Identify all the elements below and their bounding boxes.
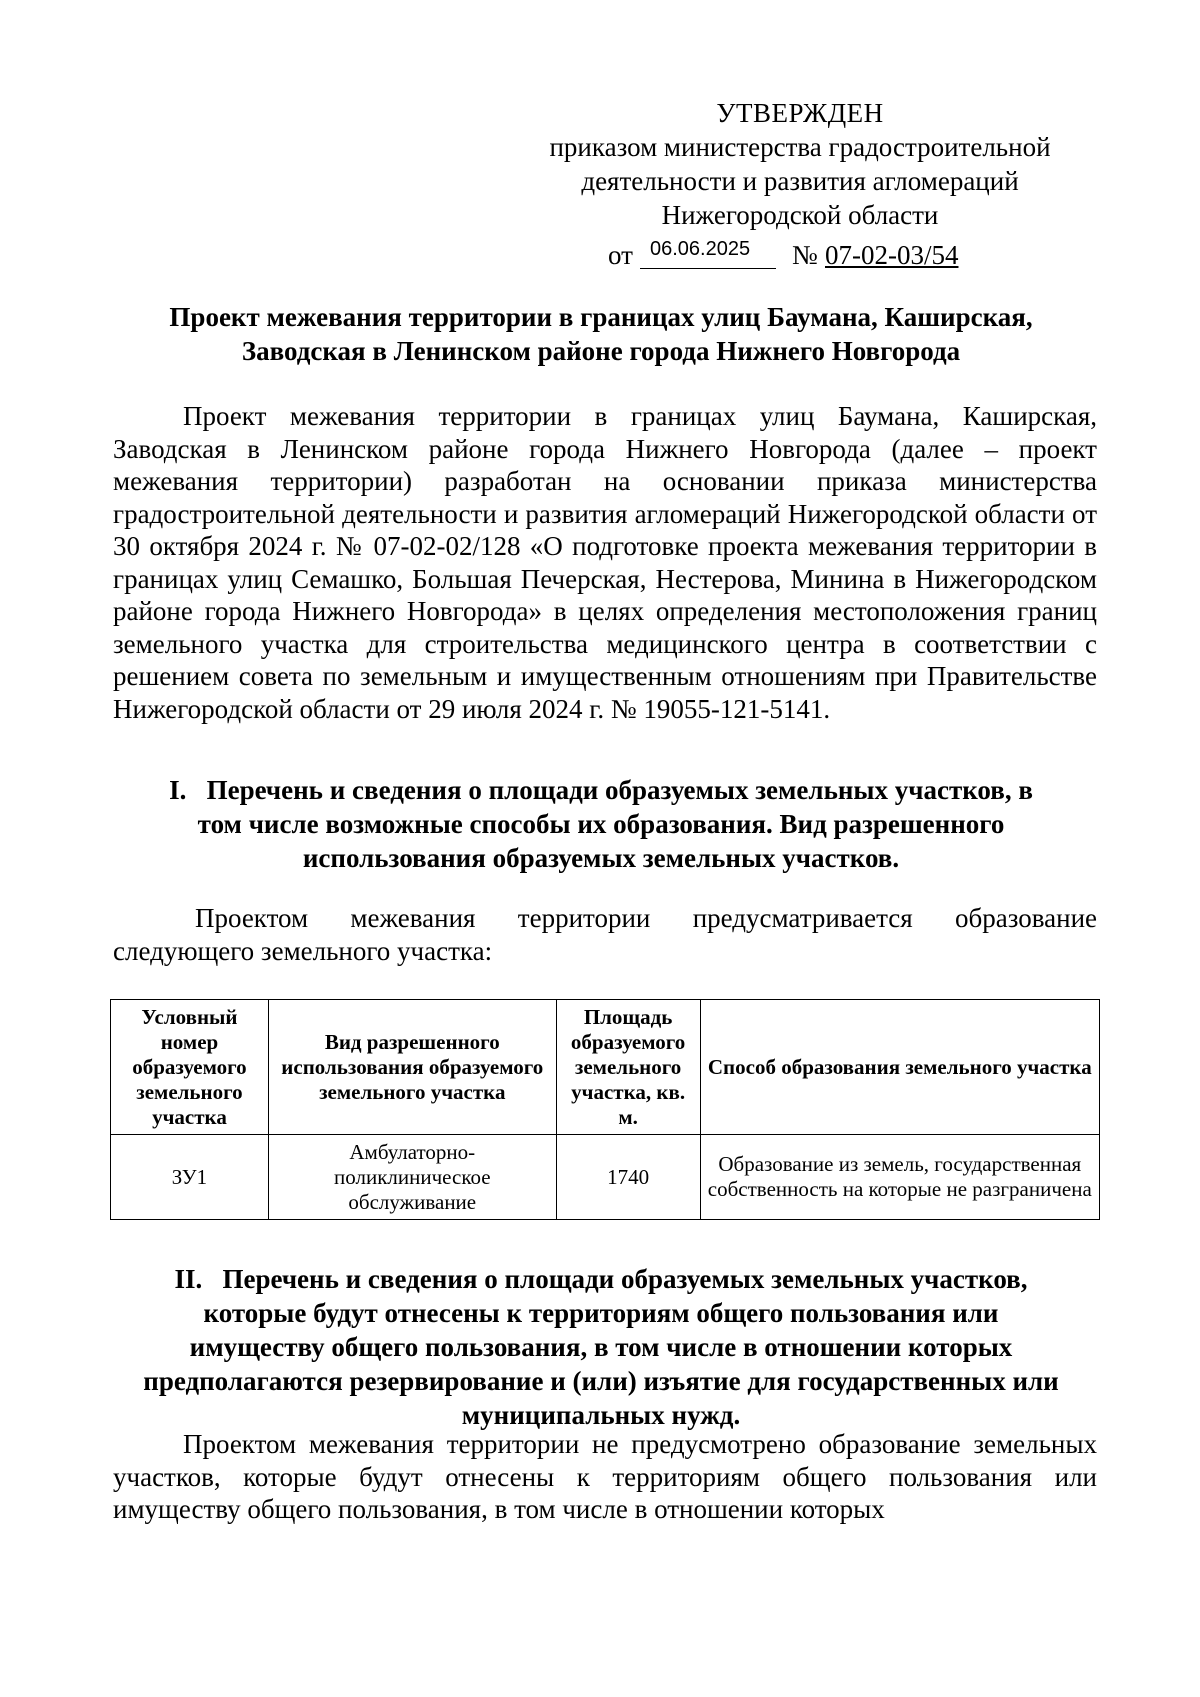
- section-2-line-4: предполагаются резервирование и (или) изъятие для государственных или: [143, 1366, 1059, 1396]
- title-line-1: Проект межевания территории в границах улиц Баумана, Каширская,: [169, 302, 1033, 332]
- section-1-line-1: I. Перечень и сведения о площади образуемых земельных участков, в: [169, 775, 1033, 805]
- section-2-line-1: II. Перечень и сведения о площади образуемых земельных участков,: [174, 1264, 1028, 1294]
- table-row: [111, 1135, 1100, 1220]
- order-number: 07-02-03/54: [825, 240, 959, 270]
- section-2-paragraph: Проектом межевания территории не предусмотрено образование земельных участков, которые будут отнесены к территориям общего пользования или имуществу общего пользования, в том числе в отношении которых: [113, 1429, 1097, 1524]
- intro-paragraph: Проект межевания территории в границах улиц Баумана, Каширская, Заводская в Ленинском районе города Нижнего Новгорода (далее – проект межевания территории) разработан на основании приказа министерства градостроительной деятельности и развития агломераций Нижегородской области от 30 октября 2024 г. № 07-02-02/128 «О подготовке проекта межевания территории в границах улиц Семашко, Большая Печерская, Нестерова, Минина в Нижегородском районе города Нижнего Новгорода» в целях определения местоположения границ земельного участка для строительства медицинского центра в соответствии с решением совета по земельным и имущественным отношениям при Правительстве Нижегородской области от 29 июля 2024 г. № 19055-121-5141.: [113, 401, 1097, 724]
- order-number-sign: №: [792, 240, 818, 270]
- section-1-line-2: том числе возможные способы их образования. Вид разрешенного: [197, 809, 1005, 839]
- table-cell-area: 1740: [556, 1135, 700, 1220]
- order-from-label: от: [608, 240, 633, 270]
- section-1-heading: [110, 773, 1092, 875]
- section-2-line-5: муниципальных нужд.: [461, 1400, 741, 1430]
- table-header-cell: Условный номер образуемого земельного участка: [111, 1000, 269, 1135]
- table-cell-plot-number: ЗУ1: [111, 1135, 269, 1220]
- section-1-paragraph: Проектом межевания территории предусматривается образование следующего земельного участка:: [113, 903, 1097, 966]
- land-plot-table: [110, 999, 1100, 1220]
- section-1-line-3: использования образуемых земельных участков.: [302, 843, 900, 873]
- section-2-line-3: имуществу общего пользования, в том числе в отношении которых: [189, 1332, 1013, 1362]
- table-cell-permitted-use: Амбулаторно-поликлиническое обслуживание: [268, 1135, 556, 1220]
- approval-block: [540, 96, 1060, 270]
- table-header-row: [111, 1000, 1100, 1135]
- table-header-cell: Вид разрешенного использования образуемого земельного участка: [268, 1000, 556, 1135]
- approval-line-1: приказом министерства градостроительной: [549, 132, 1051, 162]
- approval-heading: УТВЕРЖДЕН: [716, 98, 884, 128]
- table-header-cell: Площадь образуемого земельного участка, кв. м.: [556, 1000, 700, 1135]
- approval-line-3: Нижегородской области: [661, 200, 939, 230]
- approval-line-2: деятельности и развития агломераций: [581, 166, 1019, 196]
- table-cell-formation-method: Образование из земель, государственная собственность на которые не разграничена: [700, 1135, 1099, 1220]
- order-date: 06.06.2025: [650, 238, 751, 260]
- table-header-cell: Способ образования земельного участка: [700, 1000, 1099, 1135]
- section-2-line-2: которые будут отнесены к территориям общего пользования или: [203, 1298, 999, 1328]
- document-title: [110, 300, 1092, 368]
- order-details: [540, 234, 1060, 270]
- date-underline: [640, 268, 776, 269]
- title-line-2: Заводская в Ленинском районе города Нижнего Новгорода: [241, 336, 961, 366]
- section-2-heading: [110, 1262, 1092, 1432]
